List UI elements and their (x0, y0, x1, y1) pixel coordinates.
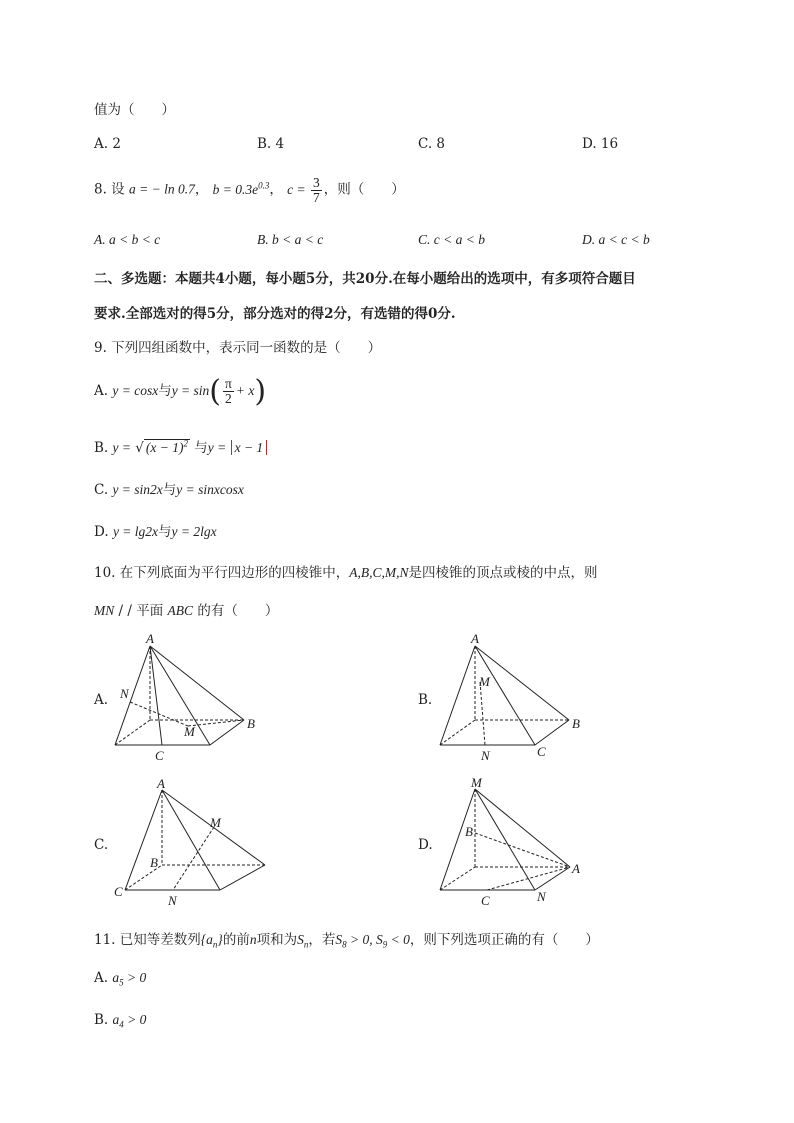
q9-option-d: D. y = lg2x与y = 2lgx (94, 524, 217, 540)
fig-d-point-n: N (537, 889, 546, 904)
fig-b-point-m: M (479, 674, 490, 689)
fig-b-point-c: C (537, 744, 546, 759)
pyramid-figure-b (425, 630, 595, 765)
q8-b-expr: $b = 0.3e^{0.3}$ (212, 180, 270, 197)
fig-a-point-m: M (184, 724, 195, 739)
q11-stem: 11. 已知等差数列$\{a_n\}$的前n项和为$S_n$，若$S_8 > 0$, $S_9 < 0$，则下列选项正确的有（ ） (94, 932, 599, 950)
fig-c-point-n: N (168, 893, 177, 908)
q11-option-a: A. $a_5 > 0$ (94, 970, 147, 988)
q8-c-expr: c = $\frac{3}{7}$ (287, 175, 320, 205)
fig-a-point-c: C (155, 748, 164, 763)
fig-a-point-n: N (120, 686, 129, 701)
fig-c-point-a: A (157, 776, 165, 791)
pyramid-figure-a (100, 630, 270, 765)
section2-line1: 二、多选题：本题共4小题，每小题5分，共20分.在每小题给出的选项中，有多项符合题目 (94, 271, 636, 287)
fig-d-point-m: M (471, 775, 482, 790)
q10-stem-line1: 10. 在下列底面为平行四边形的四棱锥中，A,B,C,M,N是四棱锥的顶点或棱的中点，则 (94, 565, 598, 581)
fig-c-label: C. (94, 837, 109, 853)
q7-option-c: C. 8 (418, 136, 446, 152)
fig-d-label: D. (418, 837, 433, 853)
fig-c-point-m: M (210, 815, 221, 830)
q9-option-c: C. y = sin2x与y = sinxcosx (94, 482, 244, 498)
pyramid-figure-c (110, 775, 280, 910)
q8-a-expr: a = − ln 0.7 (128, 181, 195, 197)
q11-option-b: B. $a_4 > 0$ (94, 1012, 147, 1030)
fig-a-label: A. (94, 692, 109, 708)
fig-a-point-b: B (247, 716, 255, 731)
q8-stem: 8. 设 a = − ln 0.7， $b = 0.3e^{0.3}$， c = $\frac{3}{7}$ ，则（ ） (94, 175, 405, 205)
fig-b-point-b: B (572, 716, 580, 731)
fig-b-point-n: N (481, 748, 490, 763)
q7-option-d: D. 16 (582, 136, 619, 152)
q8-option-d: D. a < c < b (582, 232, 650, 247)
pyramid-figure-d (425, 775, 595, 910)
q9-option-a: A. y = cosx与y = sin( $\frac{\pi}{2}$ + x) (94, 374, 267, 409)
q8-option-b: B. b < a < c (257, 232, 324, 247)
q9-stem: 9. 下列四组函数中，表示同一函数的是（ ） (94, 340, 382, 356)
fig-d-point-b: B (465, 824, 473, 839)
q7-option-a: A. 2 (94, 136, 121, 152)
fig-d-point-a: A (572, 861, 580, 876)
q10-stem-line2: MN / / 平面 ABC 的有（ ） (94, 603, 279, 619)
q9-option-b: B. y = √ $(x - 1)^2$ 与y = x − 1 (94, 436, 267, 456)
q8-option-a: A. a < b < c (94, 232, 161, 247)
fig-c-point-b: B (150, 855, 158, 870)
fig-d-point-c: C (481, 893, 490, 908)
fig-c-point-c: C (114, 884, 123, 899)
q7-tail: 值为（ ） (94, 102, 175, 118)
fig-b-point-a: A (471, 631, 479, 646)
fig-b-label: B. (418, 692, 433, 708)
fig-a-point-a: A (146, 631, 154, 646)
section2-line2: 要求.全部选对的得5分，部分选对的得2分，有选错的得0分. (94, 306, 456, 322)
q7-option-b: B. 4 (257, 136, 285, 152)
q8-option-c: C. c < a < b (418, 232, 485, 247)
